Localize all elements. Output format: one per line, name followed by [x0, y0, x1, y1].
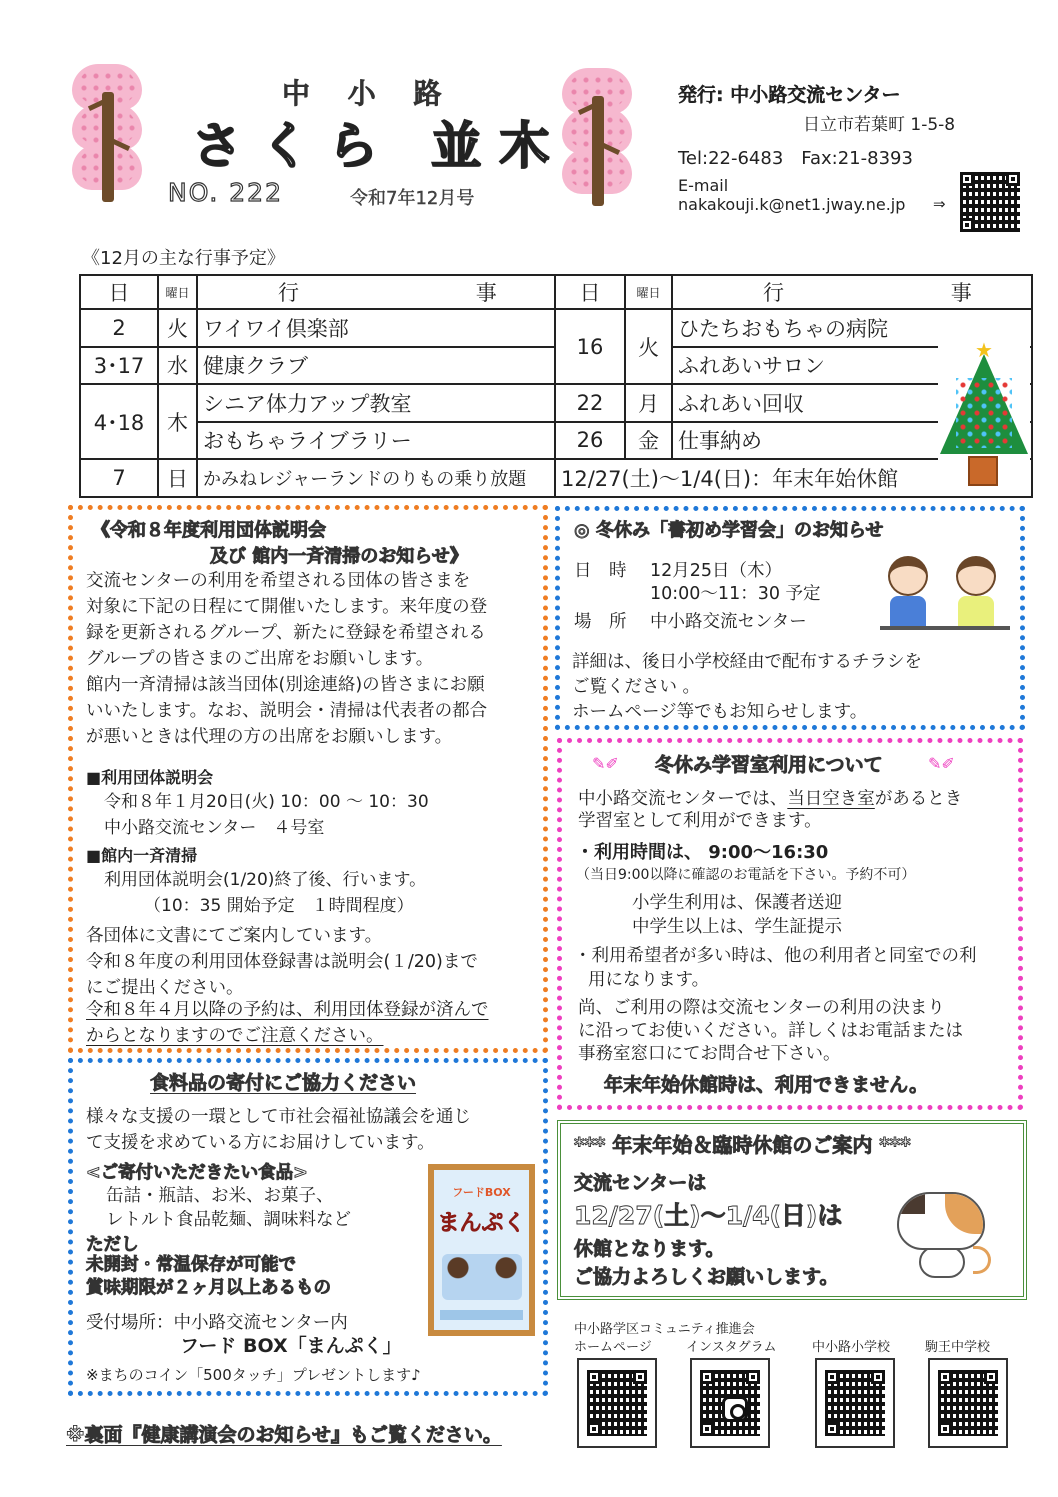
publisher: 発行: 中小路交流センター [678, 84, 901, 106]
header-weekday: 曜日 [158, 275, 197, 309]
briefing-section1-lines: 令和８年１月20日(火) 10：00 ～ 10：30 中小路交流センター ４号室 [104, 792, 429, 838]
briefing-closing: 各団体に文書にてご案内しています。 令和８年度の利用団体登録書は説明会(１/20)まで にご提出ください。 [86, 926, 478, 998]
food-reception: 受付場所：中小路交流センター内 [86, 1313, 348, 1333]
header-event: 行 事 [672, 275, 1032, 309]
pencil-icon: ✎✐ [928, 754, 955, 773]
email-link[interactable]: nakakouji.k@net1.jway.ne.jp [678, 195, 906, 214]
study-room-title: 冬休み学習室利用について [655, 754, 883, 776]
food-box-name: フード BOX「まんぷく」 [180, 1335, 402, 1357]
holiday-line3: 休館となります。 [574, 1238, 725, 1260]
briefing-title-2: 及び 館内一斉清掃のお知らせ》 [210, 546, 468, 567]
table-header-row [80, 275, 1032, 309]
qr-code-icon [587, 1370, 647, 1436]
qr-label: ホームページ [574, 1340, 652, 1355]
sakura-tree-left-icon [66, 64, 148, 204]
food-title: 食料品の寄付にご協力ください [150, 1072, 417, 1094]
table-row: 2 火 ワイワイ倶楽部 16 火 ひたちおもちゃの病院 [80, 309, 1032, 347]
study-room-rules: 尚、ご利用の際は交流センターの利用の決まり に沿ってお使いください。詳しくはお電話または 事務室窓口にてお問合せ下さい。 [578, 998, 963, 1064]
holiday-line4: ご協力よろしくお願いします。 [574, 1266, 839, 1288]
christmas-tree-icon: ★ [938, 338, 1030, 488]
briefing-title-1: 《令和８年度利用団体説明会 [92, 520, 326, 541]
issue-number: NO. 222 [168, 178, 283, 207]
pencil-icon: ✎✐ [592, 754, 619, 773]
calligraphy-datetime: 12月25日（木） [650, 561, 783, 581]
study-room-closed-note: 年末年始休館時は、利用できません。 [604, 1074, 929, 1096]
footer-back-page-note: ※裏面『健康講演会のお知らせ』もご覧ください。 [66, 1424, 502, 1446]
calligraphy-place: 中小路交流センター [650, 612, 807, 632]
arrow-icon: ⇒ [933, 195, 946, 213]
table-row: 3･17 水 健康クラブ ふれあいサロン [80, 347, 1032, 385]
study-room-hours: ・利用時間は、 9:00～16:30 [576, 842, 829, 863]
cat-icon [893, 1186, 993, 1280]
newsletter-subtitle: 中 小 路 [282, 77, 456, 110]
homepage-qr-code[interactable] [577, 1358, 657, 1448]
study-room-junior: 中学生以上は、学生証提示 [632, 917, 842, 937]
qr-label: 駒王中学校 [925, 1340, 991, 1355]
food-body: 様々な支援の一環として市社会福祉協議会を通じ て支援を求めている方にお届けしています。 [86, 1107, 471, 1153]
qr-label: 中小路小学校 [812, 1340, 891, 1355]
food-condition-title: ただし [86, 1235, 139, 1255]
calligraphy-place-label: 場 所 [574, 612, 627, 632]
calligraphy-details: 詳細は、後日小学校経由で配布するチラシを ご覧ください 。 ホームページ等でもお知らせします。 [572, 652, 922, 722]
holiday-title: *** 年末年始＆臨時休館のご案内 *** [574, 1133, 911, 1157]
food-coin-note: ※まちのコイン「500タッチ」プレゼントします♪ [86, 1366, 421, 1384]
junior-high-qr-code[interactable] [928, 1358, 1008, 1448]
header-weekday: 曜日 [625, 275, 672, 309]
study-room-intro: 中小路交流センターでは、当日空き室があるとき 学習室として利用ができます。 [578, 789, 963, 831]
sakura-tree-right-icon [556, 68, 638, 208]
email-qr-code-icon[interactable] [960, 172, 1020, 232]
food-wanted-title: <ご寄付いただきたい食品> [86, 1163, 308, 1183]
table-row: 4･18 木 シニア体力アップ教室 22 月 ふれあい回収 [80, 384, 1032, 422]
briefing-section2-lines: 利用団体説明会(1/20)終了後、行います。 （10：35 開始予定 １時間程度） [104, 870, 427, 916]
food-conditions: 未開封・常温保存が可能で 賞味期限が２ヶ月以上あるもの [86, 1255, 331, 1298]
briefing-underlined-note: 令和８年４月以降の予約は、利用団体登録が済んで からとなりますのでご注意ください。 [86, 1000, 489, 1046]
address: 日立市若葉町 1-5-8 [803, 115, 956, 135]
study-room-elementary: 小学生利用は、保護者送迎 [632, 893, 842, 913]
qr-label: 中小路学区コミュニティ推進会 [574, 1322, 755, 1337]
table-row: 7 日 かみねレジャーランドのりもの乗り放題 12/27(土)～1/4(日)：年末年始休館 [80, 459, 1032, 497]
briefing-body: 交流センターの利用を希望される団体の皆さまを 対象に下記の日程にて開催いたします。来年度の登 録を更新されるグループ、新たに登録を希望される グループの皆さまのご出席をお願いします。 館内一斉清掃は該当団体(別途連絡)の皆さまにお願 いいたします。なお、説明会・清掃は代表者の都合 が悪いときは代理の方の出席をお願いします。 [86, 571, 488, 747]
qr-label: インスタグラム [686, 1340, 777, 1355]
qr-code-icon [825, 1370, 885, 1436]
briefing-section1-title: ■利用団体説明会 [86, 768, 214, 787]
header-event: 行 事 [197, 275, 555, 309]
issue-date: 令和7年12月号 [350, 188, 475, 209]
event-schedule-table [79, 274, 1033, 498]
food-box-poster: フードBOX まんぷく [428, 1164, 535, 1336]
qr-code-icon [938, 1370, 998, 1436]
instagram-qr-icon [700, 1370, 760, 1436]
calligraphy-title: ◎ 冬休み「書初め学習会」のお知らせ [574, 520, 884, 541]
holiday-line2: 12/27(土)～1/4(日)は [574, 1201, 843, 1230]
study-room-hours-note: （当日9:00以降に確認のお電話を下さい。予約不可） [576, 867, 916, 883]
newsletter-title: さくら 並木 [192, 117, 568, 175]
tel-fax: Tel:22-6483 Fax:21-8393 [678, 148, 913, 169]
schedule-title: 《12月の主な行事予定》 [82, 248, 285, 269]
study-room-shared: ・利用希望者が多い時は、他の利用者と同室での利 用になります。 [574, 946, 977, 990]
studying-children-icon [880, 556, 1010, 636]
elementary-school-qr-code[interactable] [815, 1358, 895, 1448]
calligraphy-time: 10:00～11：30 予定 [650, 584, 821, 604]
closure-row: 12/27(土)～1/4(日)：年末年始休館 [555, 459, 1032, 497]
header-day: 日 [80, 275, 158, 309]
holiday-line1: 交流センターは [574, 1172, 707, 1194]
instagram-icon [722, 1396, 748, 1422]
email-label: E-mail [678, 176, 729, 195]
briefing-section2-title: ■館内一斉清掃 [86, 846, 198, 865]
table-row: おもちゃライブラリー 26 金 仕事納め [80, 422, 1032, 460]
header-day: 日 [555, 275, 625, 309]
food-wanted-items: 缶詰・瓶詰、お米、お菓子、 レトルト食品乾麺、調味料など [106, 1186, 351, 1230]
calligraphy-datetime-label: 日 時 [574, 561, 627, 581]
instagram-qr-code[interactable] [690, 1358, 770, 1448]
